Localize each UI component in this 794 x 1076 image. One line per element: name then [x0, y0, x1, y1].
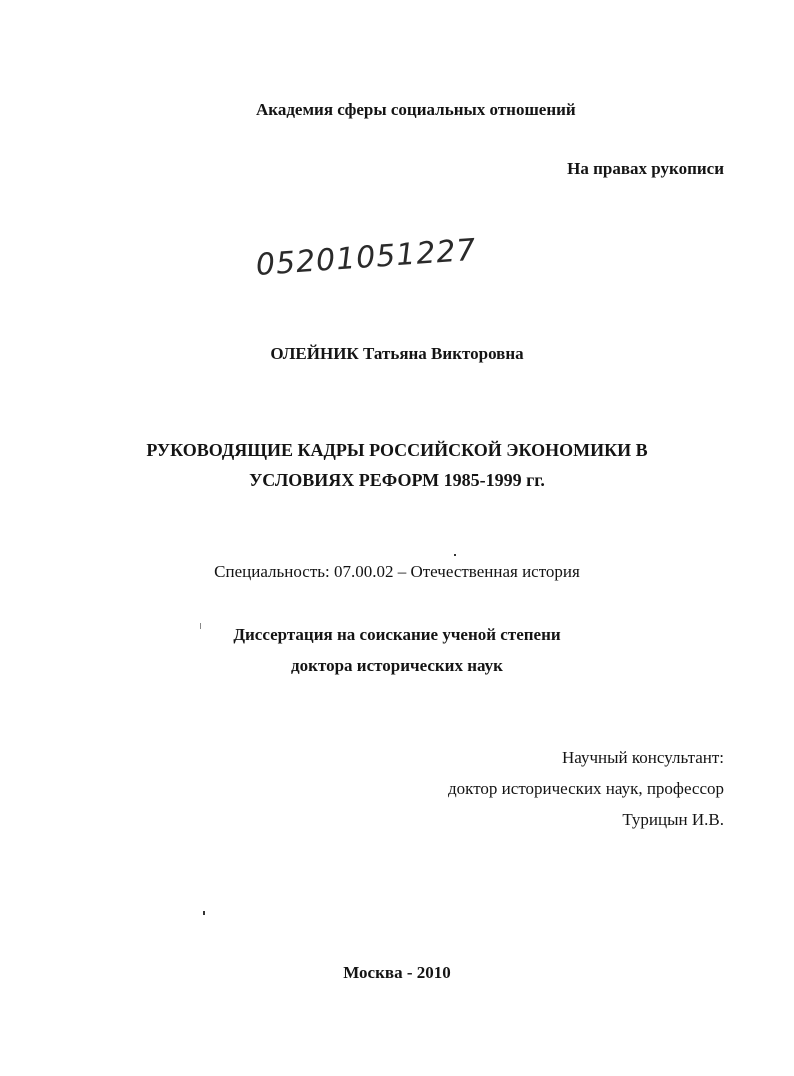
- rights-notice: На правах рукописи: [567, 159, 724, 178]
- dissertation-title-line-1: РУКОВОДЯЩИЕ КАДРЫ РОССИЙСКОЙ ЭКОНОМИКИ В: [146, 440, 648, 460]
- specialty-line: Специальность: 07.00.02 – Отечественная история: [214, 562, 580, 581]
- consultant-label: Научный консультант:: [562, 748, 724, 767]
- scan-speck: [200, 623, 201, 629]
- consultant-name: Турицын И.В.: [622, 810, 724, 829]
- scan-speck: [203, 911, 205, 915]
- dissertation-title-line-2: УСЛОВИЯХ РЕФОРМ 1985-1999 гг.: [249, 470, 545, 490]
- degree-line-1: Диссертация на соискание ученой степени: [233, 625, 561, 644]
- place-and-year: Москва - 2010: [343, 963, 451, 982]
- scan-speck: [454, 554, 456, 556]
- degree-line-2: доктора исторических наук: [291, 656, 503, 675]
- handwritten-registration-number: 05201051227: [254, 232, 478, 283]
- academy-name: Академия сферы социальных отношений: [256, 100, 576, 119]
- author-name: ОЛЕЙНИК Татьяна Викторовна: [270, 344, 524, 363]
- consultant-degree: доктор исторических наук, профессор: [448, 779, 724, 798]
